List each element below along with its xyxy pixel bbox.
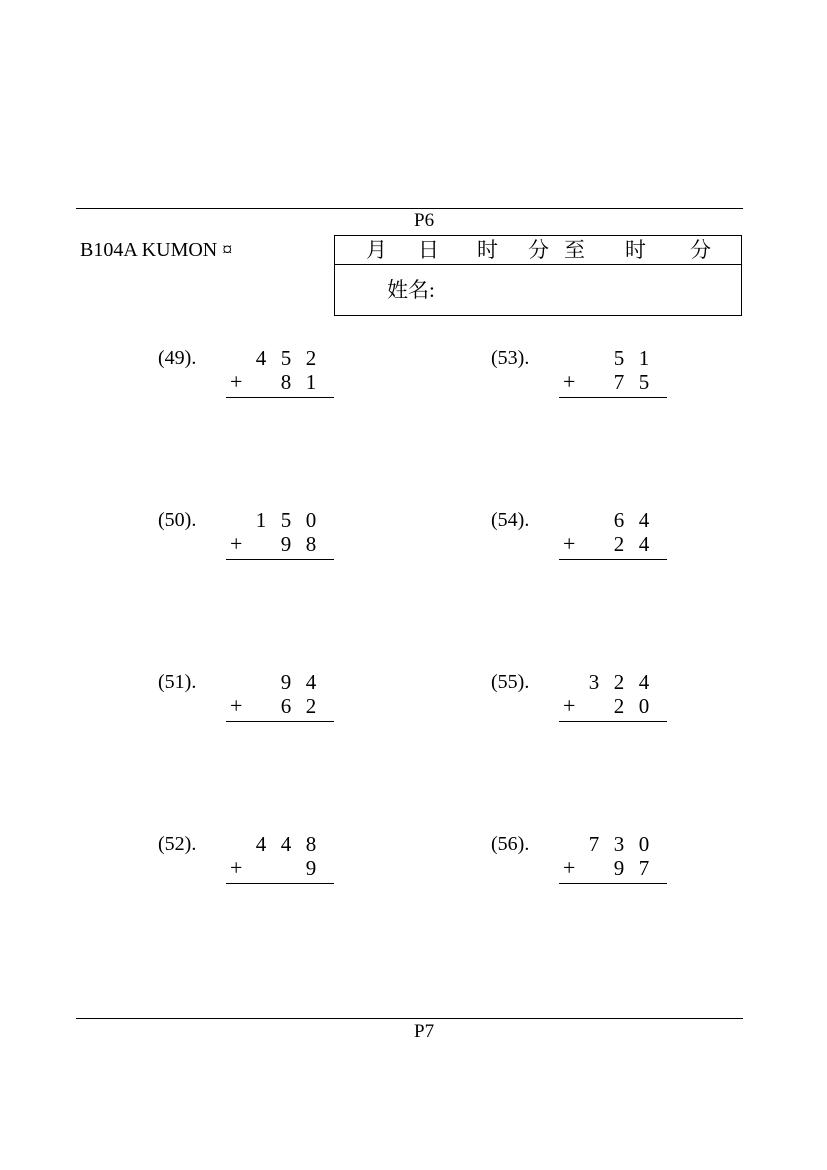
top-ones: 0 xyxy=(638,832,650,856)
bottom-ones: 8 xyxy=(305,532,317,556)
top-tens: 6 xyxy=(613,508,625,532)
problem-number: (53). xyxy=(491,347,530,369)
plus-sign: + xyxy=(230,531,243,556)
plus-sign: + xyxy=(230,855,243,880)
plus-sign: + xyxy=(563,693,576,718)
problem-number: (55). xyxy=(491,671,530,693)
problem-number: (56). xyxy=(491,833,530,855)
top-ones: 1 xyxy=(638,346,650,370)
top-hundreds: 1 xyxy=(255,508,267,532)
name-label: 姓名: xyxy=(387,278,435,302)
top-ones: 4 xyxy=(638,670,650,694)
to-label: 至 xyxy=(564,238,585,262)
top-hundreds: 3 xyxy=(588,670,600,694)
top-ones: 4 xyxy=(305,670,317,694)
bottom-tens: 2 xyxy=(613,694,625,718)
bottom-divider xyxy=(76,1018,743,1019)
date-time-row xyxy=(335,236,741,265)
top-ones: 0 xyxy=(305,508,317,532)
top-tens: 3 xyxy=(613,832,625,856)
bottom-ones: 4 xyxy=(638,532,650,556)
bottom-ones: 9 xyxy=(305,856,317,880)
bottom-tens: 9 xyxy=(613,856,625,880)
bottom-tens: 2 xyxy=(613,532,625,556)
answer-line xyxy=(559,559,667,560)
problem-52 xyxy=(158,832,488,892)
bottom-ones: 0 xyxy=(638,694,650,718)
hour-end-label: 时 xyxy=(625,238,646,262)
plus-sign: + xyxy=(563,531,576,556)
top-tens: 9 xyxy=(280,670,292,694)
top-hundreds: 7 xyxy=(588,832,600,856)
problem-53 xyxy=(491,346,821,406)
plus-sign: + xyxy=(563,855,576,880)
day-label: 日 xyxy=(418,238,439,262)
top-tens: 5 xyxy=(613,346,625,370)
plus-sign: + xyxy=(230,693,243,718)
problem-number: (54). xyxy=(491,509,530,531)
month-label: 月 xyxy=(366,238,387,262)
top-tens: 5 xyxy=(280,508,292,532)
top-tens: 5 xyxy=(280,346,292,370)
plus-sign: + xyxy=(563,369,576,394)
problem-50 xyxy=(158,508,488,568)
bottom-ones: 7 xyxy=(638,856,650,880)
page-number-bottom: P7 xyxy=(414,1021,435,1042)
top-divider xyxy=(76,208,743,209)
top-tens: 2 xyxy=(613,670,625,694)
bottom-tens: 6 xyxy=(280,694,292,718)
problem-number: (52). xyxy=(158,833,197,855)
answer-line xyxy=(559,721,667,722)
problem-51 xyxy=(158,670,488,730)
problem-49 xyxy=(158,346,488,406)
problem-number: (51). xyxy=(158,671,197,693)
hour-label: 时 xyxy=(477,238,498,262)
minute-end-label: 分 xyxy=(690,238,711,262)
answer-line xyxy=(226,397,334,398)
plus-sign: + xyxy=(230,369,243,394)
bottom-tens: 8 xyxy=(280,370,292,394)
problem-56 xyxy=(491,832,821,892)
bottom-tens: 7 xyxy=(613,370,625,394)
top-tens: 4 xyxy=(280,832,292,856)
date-name-box xyxy=(334,235,742,316)
top-ones: 2 xyxy=(305,346,317,370)
problem-55 xyxy=(491,670,821,730)
top-ones: 8 xyxy=(305,832,317,856)
answer-line xyxy=(559,397,667,398)
top-hundreds: 4 xyxy=(255,832,267,856)
minute-label: 分 xyxy=(528,238,549,262)
problem-number: (49). xyxy=(158,347,197,369)
top-ones: 4 xyxy=(638,508,650,532)
page-number-top: P6 xyxy=(414,210,435,231)
bottom-tens: 9 xyxy=(280,532,292,556)
bottom-ones: 1 xyxy=(305,370,317,394)
answer-line xyxy=(226,883,334,884)
answer-line xyxy=(226,721,334,722)
problem-54 xyxy=(491,508,821,568)
bottom-ones: 2 xyxy=(305,694,317,718)
top-hundreds: 4 xyxy=(255,346,267,370)
worksheet-code: B104A KUMON ¤ xyxy=(80,239,233,261)
problem-number: (50). xyxy=(158,509,197,531)
answer-line xyxy=(559,883,667,884)
bottom-ones: 5 xyxy=(638,370,650,394)
answer-line xyxy=(226,559,334,560)
